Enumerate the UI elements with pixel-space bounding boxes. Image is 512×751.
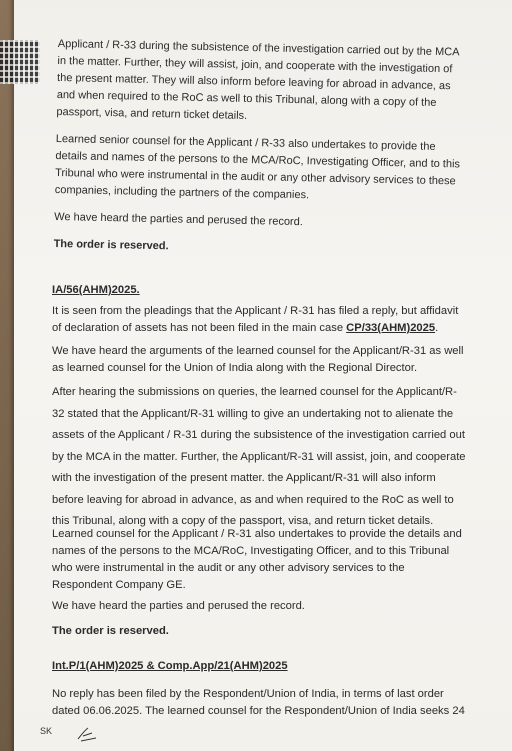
order-reserved-line: The order is reserved.	[52, 625, 169, 637]
paragraph	[52, 303, 466, 337]
intp-heading-block	[52, 658, 466, 675]
ia56-heading-block	[52, 282, 466, 299]
intp-paragraph-1	[52, 686, 466, 720]
heard-line: We have heard the parties and perused the record.	[52, 600, 305, 612]
section-heading: Int.P/1(AHM)2025 & Comp.App/21(AHM)2025	[52, 660, 288, 672]
ia56-paragraph-3	[52, 382, 466, 533]
paragraph: No reply has been filed by the Respondent/Union of India, in terms of last order dated 06.06.2025. The learned counsel for the Respondent/Union of India seeks 24	[52, 688, 465, 717]
case-reference: CP/33(AHM)2025	[346, 322, 436, 334]
paragraph: Learned senior counsel for the Applicant / R-33 also undertakes to provide the details and names of the persons to the MCA/RoC, Investigating Officer, and to this Tribunal who were instrumental in the audit or any other advisory services to these companies, including the partners of the companies.	[54, 132, 461, 202]
footer-initials: SK	[40, 726, 53, 736]
ia56-paragraph-2	[52, 343, 466, 377]
heard-line: We have heard the parties and perused the record.	[54, 210, 303, 229]
paragraph: We have heard the arguments of the learned counsel for the Applicant/R-31 as well as learned counsel for the Union of India along with the Regional Director.	[52, 345, 464, 374]
paragraph-text: .	[435, 322, 439, 334]
paragraph: After hearing the submissions on queries, the learned counsel for the Applicant/R-32 stated that the Applicant/R-31 willing to give an undertaking not to alienate the assets of the Applicant / R-31 during the subsistence of the investigation carried out by the MCA in the matter. Further, the Applicant/R-31 will assist, join, and cooperate with the investigation of the present matter. the Applicant/R-31 will also inform before leaving for abroad in advance, as and when required to the RoC as well to this Tribunal, along with a copy of the passport, visa, and return ticket details.	[52, 386, 466, 527]
order-reserved-line: The order is reserved.	[53, 237, 169, 253]
ia56-heard	[52, 598, 466, 615]
section-top	[53, 36, 466, 271]
ia56-reserved	[52, 623, 466, 640]
section-heading: IA/56(AHM)2025.	[52, 284, 140, 296]
paragraph-text: It is seen from the pleadings that the Applicant / R-31 has filed a reply, but affidavit of declaration of assets has not been filed in the main case	[52, 305, 459, 334]
paragraph: Applicant / R-33 during the subsistence of the investigation carried out by the MCA in the matter. Further, they will assist, join, and cooperate with the investigation of the present matter. They will also inform before leaving for abroad in advance, as and when required to the RoC as well to this Tribunal, along with a copy of the passport, visa, and return ticket details.	[56, 37, 459, 122]
ia56-paragraph-1	[52, 303, 466, 337]
paragraph: Learned counsel for the Applicant / R-31 also undertakes to provide the details and names of the persons to the MCA/RoC, Investigating Officer, and to this Tribunal who were instrumental in the audit or any other advisory services to the Respondent Company GE.	[52, 528, 462, 591]
signature-mark	[76, 724, 98, 744]
ia56-paragraph-4	[52, 526, 466, 594]
